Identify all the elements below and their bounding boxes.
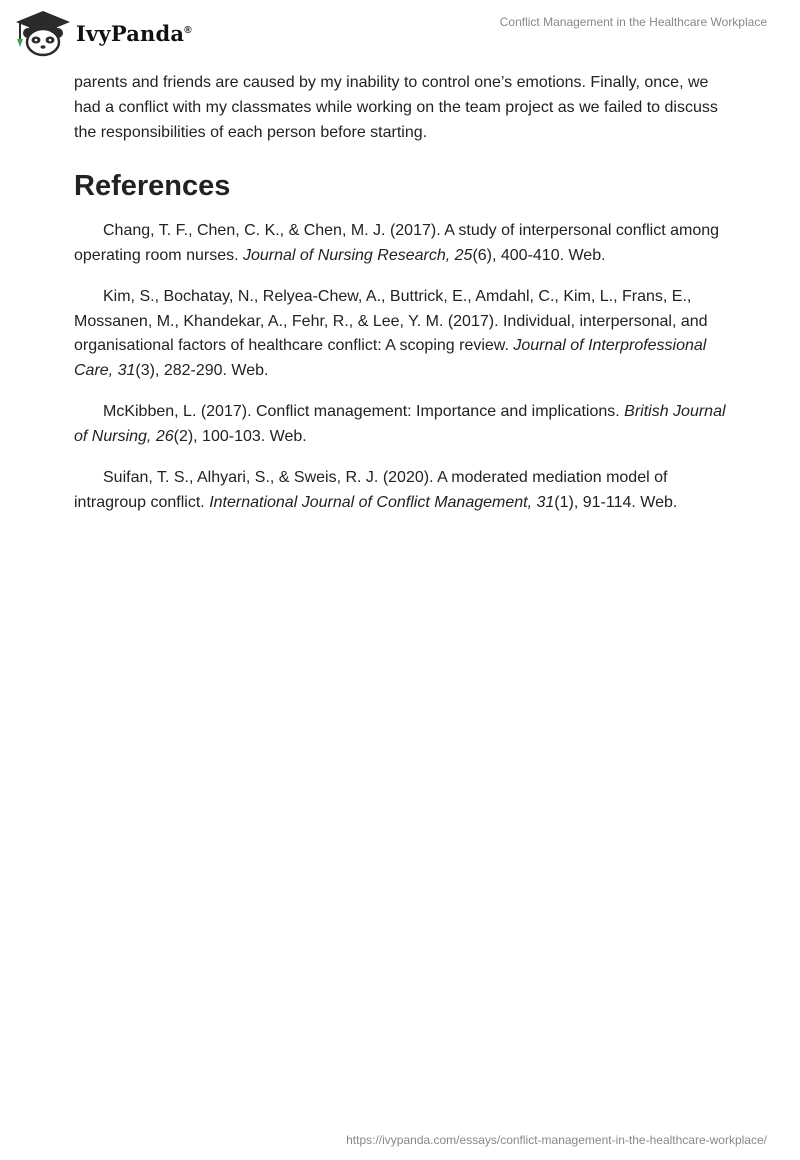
panda-graduate-icon [14, 9, 72, 57]
reference-journal: International Journal of Conflict Management, 31 [209, 493, 555, 511]
reference-journal: British Journal of Nursing, 26 [74, 403, 726, 445]
reference-entry: Chang, T. F., Chen, C. K., & Chen, M. J. (2017). A study of interpersonal conflict among operating room nurses. Journal of Nursing Research, 25(6), 400-410. Web. [74, 222, 720, 264]
page-header [0, 0, 800, 70]
reference-journal: Journal of Nursing Research, 25 [242, 246, 473, 264]
references-heading: References [74, 170, 231, 202]
page-content [74, 70, 734, 532]
brand-name: IvyPanda® [76, 20, 192, 46]
reference-entry: Suifan, T. S., Alhyari, S., & Sweis, R. J. (2020). A moderated mediation model of intragroup conflict. International Journal of Conflict Management, 31(1), 91-114. Web. [74, 469, 678, 511]
reference-entry: Kim, S., Bochatay, N., Relyea-Chew, A., Buttrick, E., Amdahl, C., Kim, L., Frans, E., Mossanen, M., Khandekar, A., Fehr, R., & Lee, Y. M. (2017). Individual, interpersonal, and organisational factors of healthcare conflict: A scoping review. Journal of Interprofessional Care, 31(3), 282-290. Web. [74, 288, 708, 379]
ivypanda-logo[interactable] [14, 9, 192, 57]
document-title: Conflict Management in the Healthcare Workplace [499, 15, 767, 29]
reference-journal: Journal of Interprofessional Care, 31 [74, 337, 707, 379]
registered-mark: ® [184, 24, 192, 36]
source-url-link[interactable]: https://ivypanda.com/essays/conflict-management-in-the-healthcare-workplace/ [346, 1133, 767, 1147]
reference-entry: McKibben, L. (2017). Conflict management: Importance and implications. British Journal of Nursing, 26(2), 100-103. Web. [74, 403, 726, 445]
intro-paragraph: parents and friends are caused by my inability to control one’s emotions. Finally, once, we had a conflict with my classmates while working on the team project as we failed to discuss the responsibilities of each person before starting. [74, 74, 718, 141]
